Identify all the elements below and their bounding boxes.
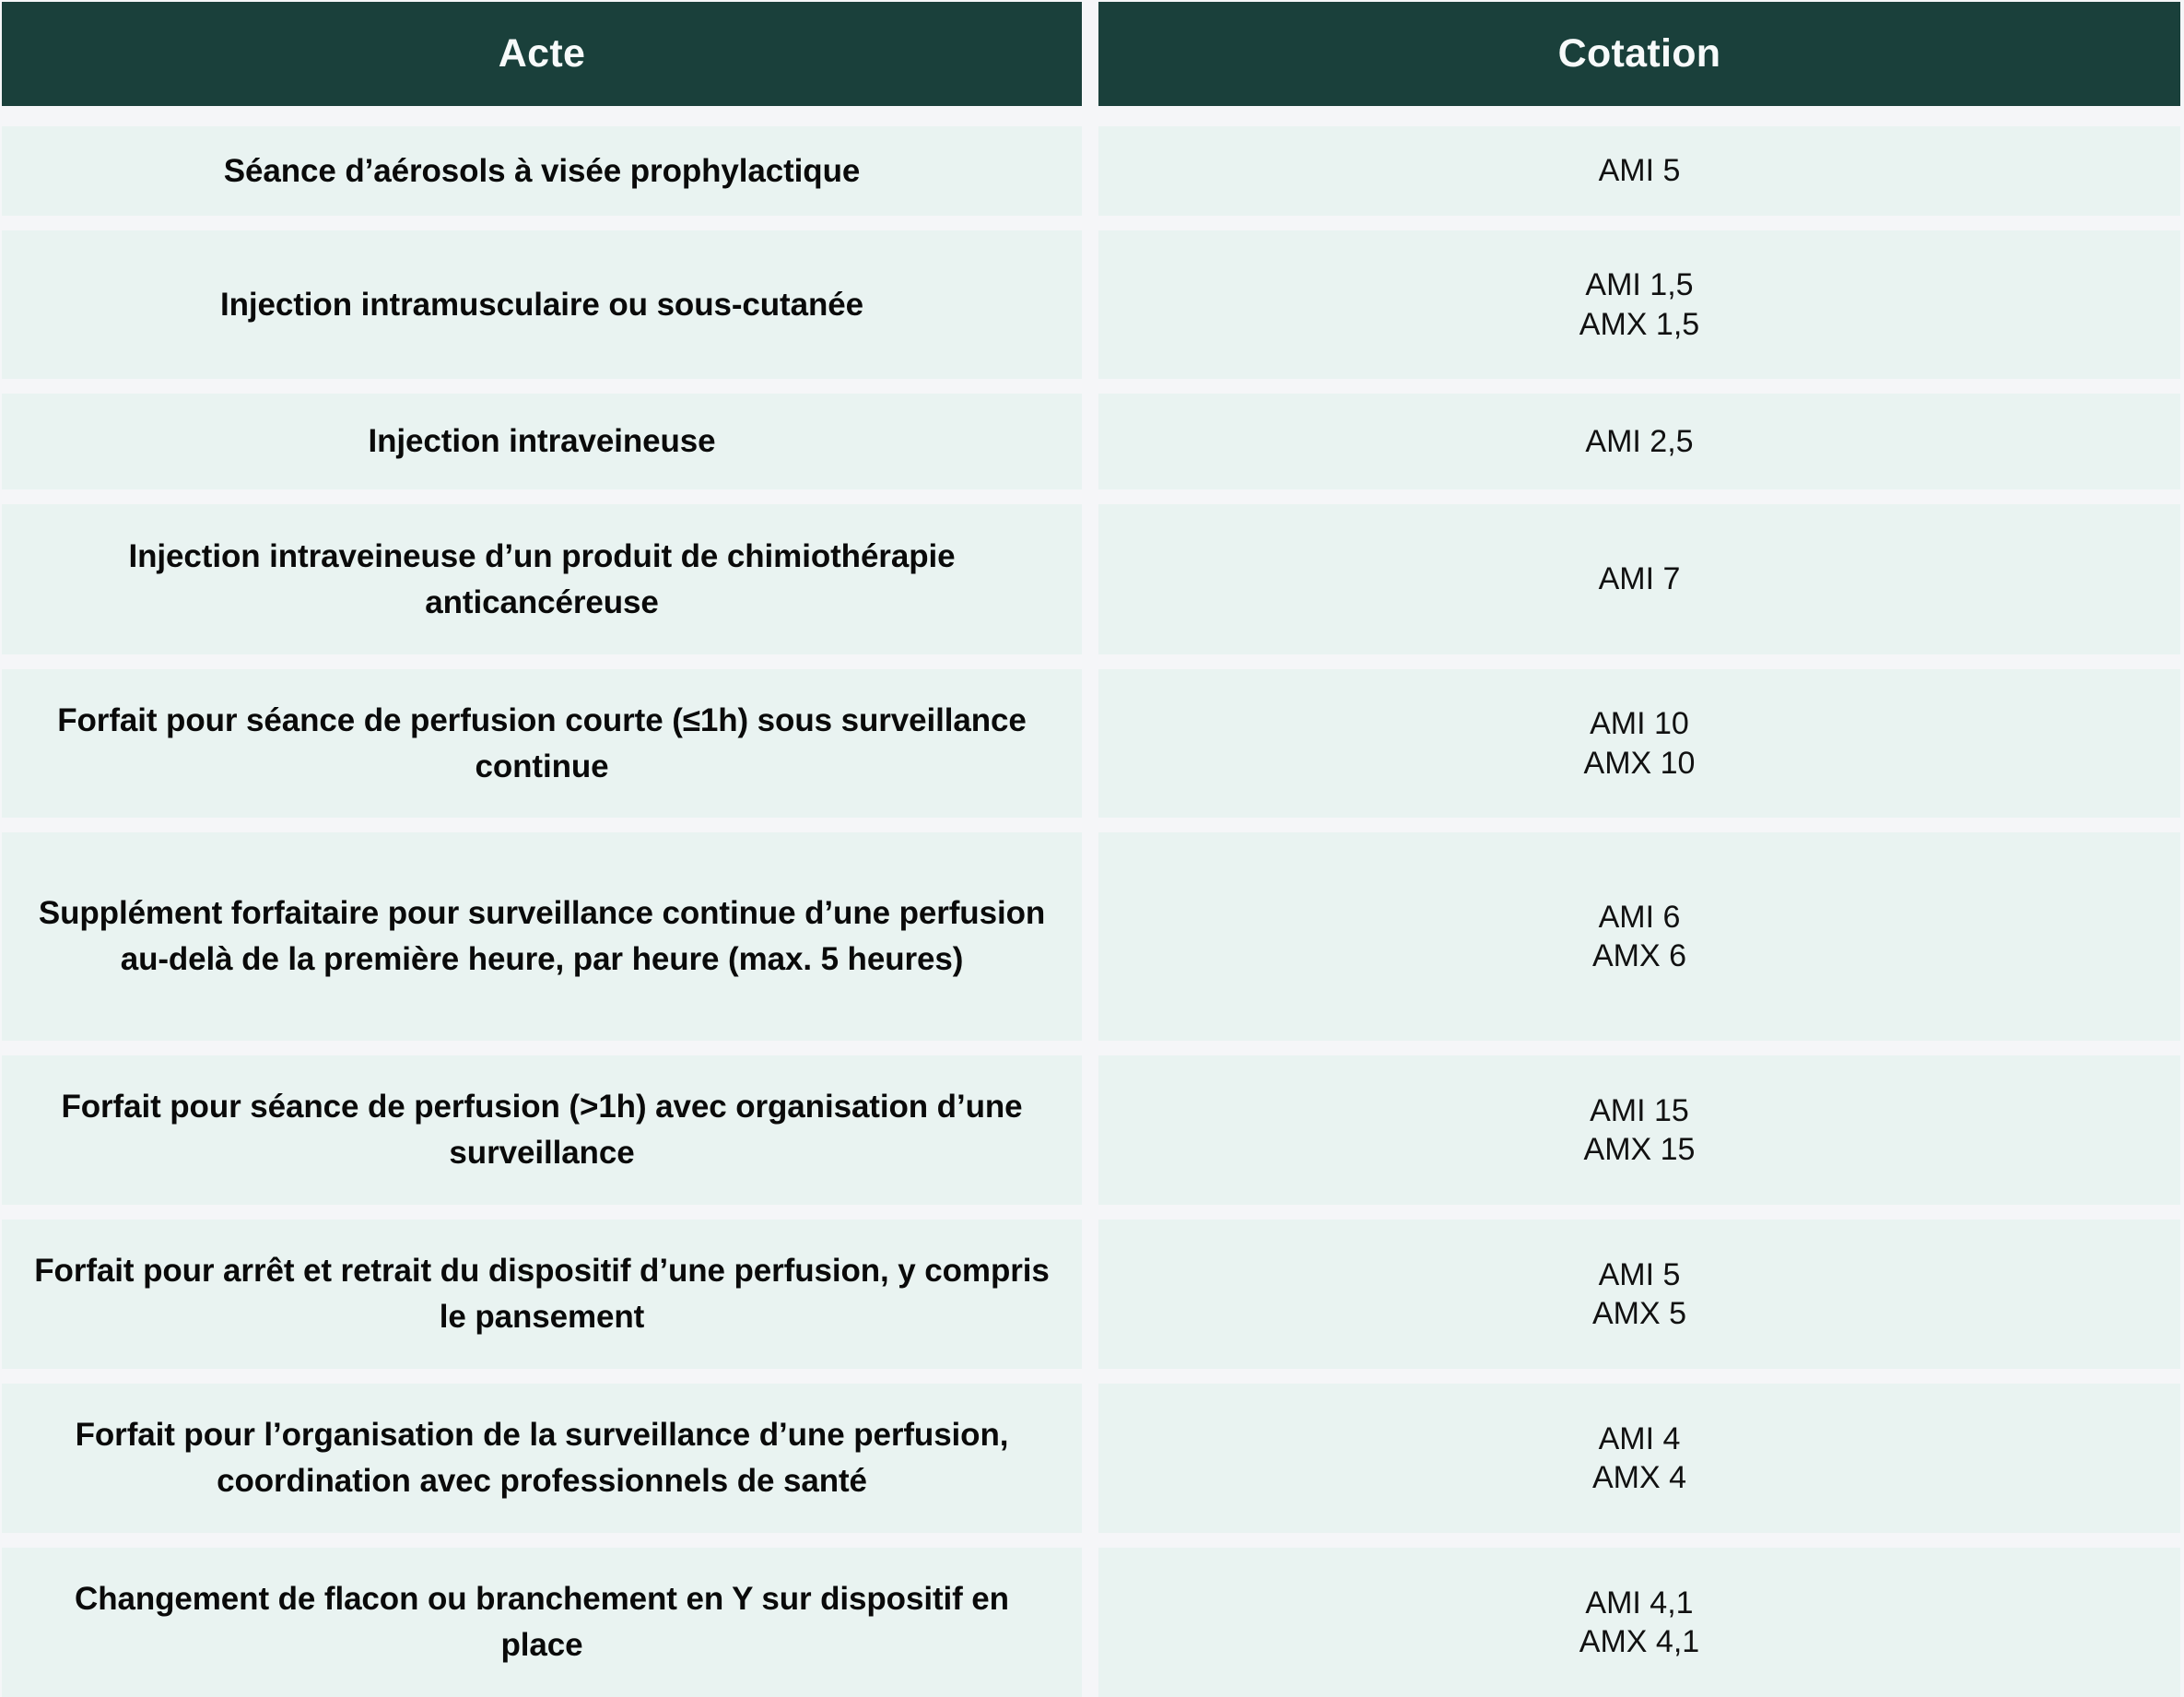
cell-cotation [1098,1384,2180,1533]
cotation-value: AMX 10 [1583,745,1696,781]
table-row [2,1548,2180,1697]
cotation-value: AMI 5 [1598,153,1681,189]
cell-cotation [1098,1548,2180,1697]
cell-acte: Changement de flacon ou branchement en Y sur dispositif en place [2,1548,1082,1697]
cell-acte: Forfait pour séance de perfusion courte (≤1h) sous surveillance continue [2,669,1082,818]
cell-cotation [1098,230,2180,379]
cotation-value: AMX 15 [1583,1132,1696,1167]
cotation-value: AMI 15 [1590,1092,1689,1128]
cell-acte: Supplément forfaitaire pour surveillance continue d’une perfusion au-delà de la première heure, par heure (max. 5 heures) [2,832,1082,1041]
cotation-value: AMI 6 [1598,899,1681,935]
cotation-value: AMI 2,5 [1585,423,1694,459]
cotation-value: AMI 4,1 [1585,1585,1694,1620]
cotation-value: AMX 4,1 [1579,1624,1700,1659]
table-row [2,1055,2180,1205]
cotation-value: AMI 1,5 [1585,267,1694,303]
cell-cotation [1098,126,2180,216]
cell-acte: Forfait pour arrêt et retrait du dispositif d’une perfusion, y compris le pansement [2,1220,1082,1369]
cotation-value: AMI 4 [1598,1420,1681,1456]
table-row [2,1384,2180,1533]
cell-cotation [1098,669,2180,818]
table-row [2,669,2180,818]
cotation-value: AMX 1,5 [1579,306,1700,342]
cell-cotation [1098,394,2180,489]
table-row [2,394,2180,489]
cell-cotation [1098,1220,2180,1369]
table-row [2,126,2180,216]
cell-acte: Forfait pour l’organisation de la surveillance d’une perfusion, coordination avec professionnels de santé [2,1384,1082,1533]
cell-acte: Injection intraveineuse [2,394,1082,489]
cell-acte: Injection intraveineuse d’un produit de chimiothérapie anticancéreuse [2,504,1082,654]
table-row [2,230,2180,379]
cotation-value: AMX 6 [1591,938,1687,973]
cell-cotation [1098,504,2180,654]
table-body [2,106,2180,1697]
cell-acte: Forfait pour séance de perfusion (>1h) avec organisation d’une surveillance [2,1055,1082,1205]
table-row [2,832,2180,1041]
cell-cotation [1098,1055,2180,1205]
column-header-cotation: Cotation [1098,2,2180,106]
cotation-value: AMI 5 [1598,1256,1681,1292]
table-row [2,1220,2180,1369]
cotation-value: AMX 5 [1591,1296,1687,1331]
cotation-value: AMX 4 [1591,1460,1687,1495]
cotation-value: AMI 10 [1590,706,1689,742]
cell-cotation [1098,832,2180,1041]
column-header-acte: Acte [2,2,1082,106]
cell-acte: Injection intramusculaire ou sous-cutanée [2,230,1082,379]
cotation-value: AMI 7 [1598,561,1681,597]
cell-acte: Séance d’aérosols à visée prophylactique [2,126,1082,216]
table-header-row [2,2,2180,106]
table-row [2,504,2180,654]
